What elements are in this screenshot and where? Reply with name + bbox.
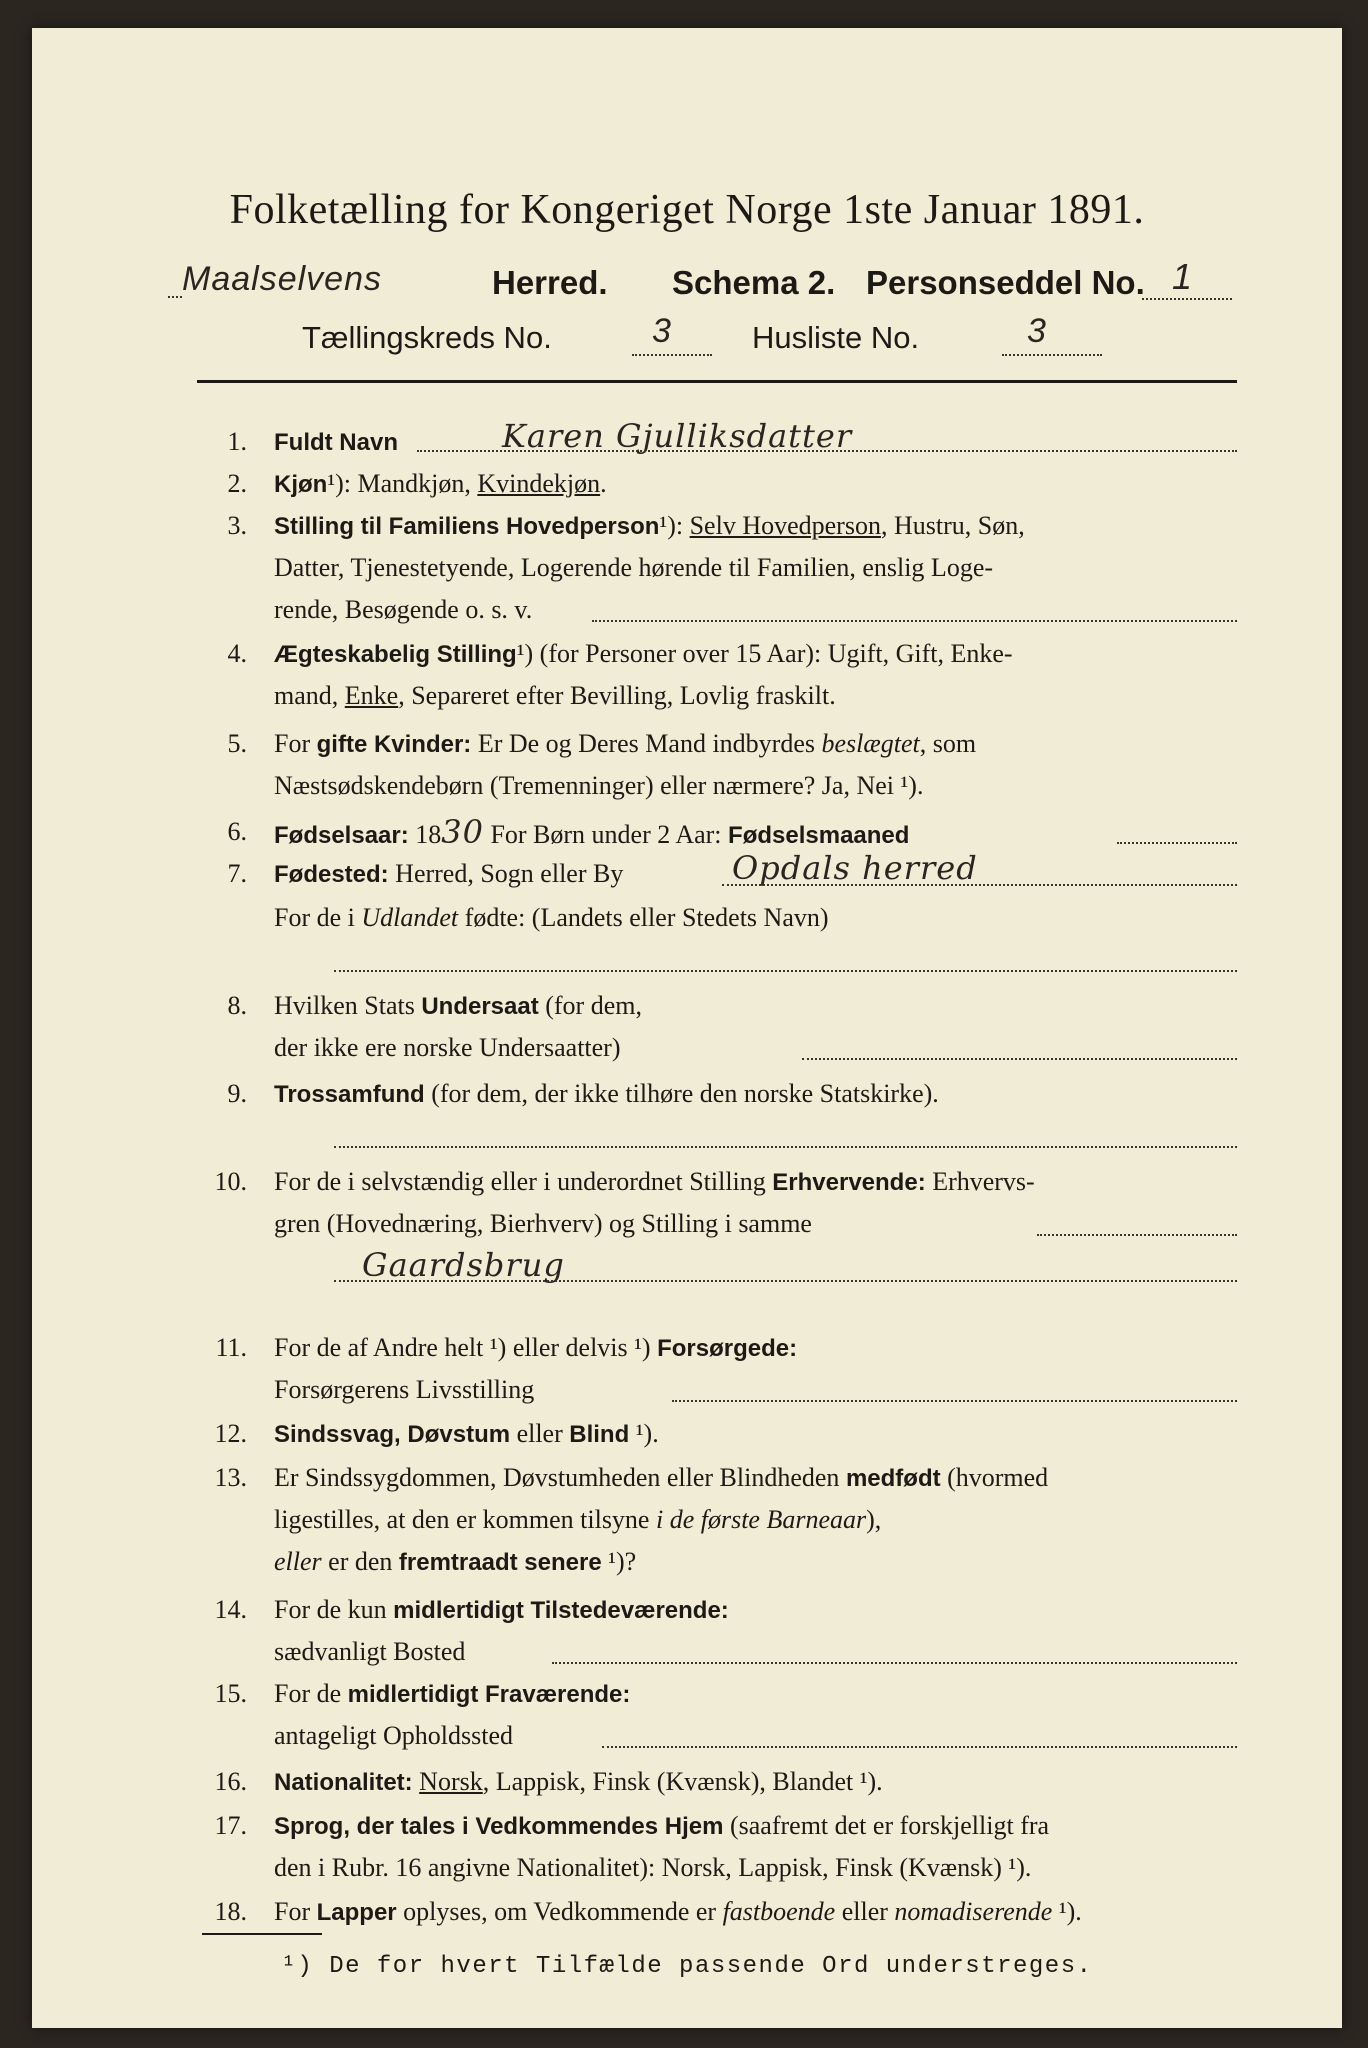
dotted-line: [334, 968, 1237, 972]
personseddel-label: Personseddel No.: [866, 264, 1145, 301]
census-form: Folketælling for Kongeriget Norge 1ste Januar 1891. Maalselvens Herred. Schema 2. Personseddel No. 1 Tællingskreds No. 3 Husliste No. 3 1. Fuldt Navn Karen Gjulliksdatter 2. Kjøn¹): Mandkjøn, Kvindekjøn. 3. Stilling til Familiens Hovedperson¹): Selv Hovedperson, Hustru, Søn, Datter, Tjenestetyende, Logerende hørende til Familien, enslig Loge- rende, Besøgende o. s. v. 4. Ægteskabelig Stilling¹) (for Personer over 15 Aar): Ugift, Gift, Enke- mand, Enke, Separeret efter Bevilling, Lovlig fraskilt. 5. For gifte Kvinder: Er De og Deres Mand indbyrdes beslægtet, som Næstsødskendebørn (Tremenninger) eller nærmere? Ja, Nei ¹). 6. Fødselsaar: 1830 For Børn under 2 Aar: Fødselsmaaned 7. Fødested: Herred, Sogn eller By Opdals herred For de i Udlandet fødte: (Landets eller Stedets Navn) 8. Hvilken Stats Undersaat (for dem, der ikke ere norske Undersaatter) 9. Trossamfund (for dem, der ikke tilhøre den norske Statskirke). 10. For de i selvstændig eller i underordnet Stilling Erhvervende: Erhvervs- gren (Hovednæring, Bierhverv) og Stilling i samme Gaardsbrug 11. For de af Andre helt ¹) eller delvis ¹) Forsørgede: Forsørgerens Livsstilling 12. Sindssvag, Døvstum eller Blind ¹). 13. Er Sindssygdommen, Døvstumheden eller Blindheden medfødt (hvormed ligestilles, at den er kommen tilsyne i de første Barneaar), eller er den fremtraadt senere ¹)? 14. For de kun midlertidigt Tilstedeværende: sædvanligt Bosted 15. For de midlertidigt Fraværende: antageligt Opholdssted 16. Nationalitet: Norsk, Lappisk, Finsk (Kvænsk), Blandet ¹). 17. Sprog, der tales i Vedkommendes Hjem (saafremt det er forskjelligt fra den i Rubr. 16 angivne Nationalitet): Norsk, Lappisk, Finsk (Kvænsk) ¹). 18. For Lapper oplyses, om Vedkommende er fastboende eller nomadiserende ¹). ¹) De for hvert Tilfælde passende Ord understreges.: [32, 28, 1342, 2028]
name-answer: Karen Gjulliksdatter: [502, 417, 853, 455]
dotted-line: [552, 1660, 1237, 1664]
dotted-line: [168, 294, 182, 298]
dotted-line: [1142, 296, 1232, 300]
herred-handwritten: Maalselvens: [182, 260, 382, 298]
header-rule: [197, 380, 1237, 383]
item-label: Fuldt Navn: [274, 429, 398, 456]
item-number: 1.: [227, 427, 247, 456]
footnote-rule: [202, 1933, 322, 1935]
dotted-line: [672, 1398, 1237, 1402]
footnote: ¹) De for hvert Tilfælde passende Ord understreges.: [281, 1953, 1093, 1980]
dotted-line: [334, 1278, 1237, 1282]
occupation-hand: Gaardsbrug: [362, 1246, 565, 1284]
personseddel-number: 1: [1172, 256, 1194, 297]
dotted-line: [722, 882, 1237, 886]
dotted-line: [1037, 1232, 1237, 1236]
selected-option: Enke: [344, 681, 399, 710]
selected-option: Selv Hovedperson: [689, 511, 881, 540]
birthplace-hand: Opdals herred: [732, 849, 978, 887]
form-title: Folketælling for Kongeriget Norge 1ste Januar 1891.: [229, 187, 1145, 233]
dotted-line: [802, 1056, 1237, 1060]
selected-option: Norsk: [419, 1767, 483, 1796]
dotted-line: [592, 618, 1237, 622]
birth-year-hand: 30: [441, 813, 484, 851]
kreds-label: Tællingskreds No.: [302, 320, 552, 355]
dotted-line: [602, 1744, 1237, 1748]
selected-option: Kvindekjøn: [477, 469, 601, 498]
husliste-number: 3: [1027, 312, 1047, 350]
herred-label: Herred.: [492, 264, 608, 301]
schema-label: Schema 2.: [672, 264, 836, 301]
kreds-number: 3: [652, 312, 672, 350]
dotted-line: [632, 352, 712, 356]
dotted-line: [334, 1144, 1237, 1148]
dotted-line: [417, 448, 1237, 452]
dotted-line: [1117, 840, 1237, 844]
husliste-label: Husliste No.: [752, 320, 920, 355]
dotted-line: [1002, 352, 1102, 356]
